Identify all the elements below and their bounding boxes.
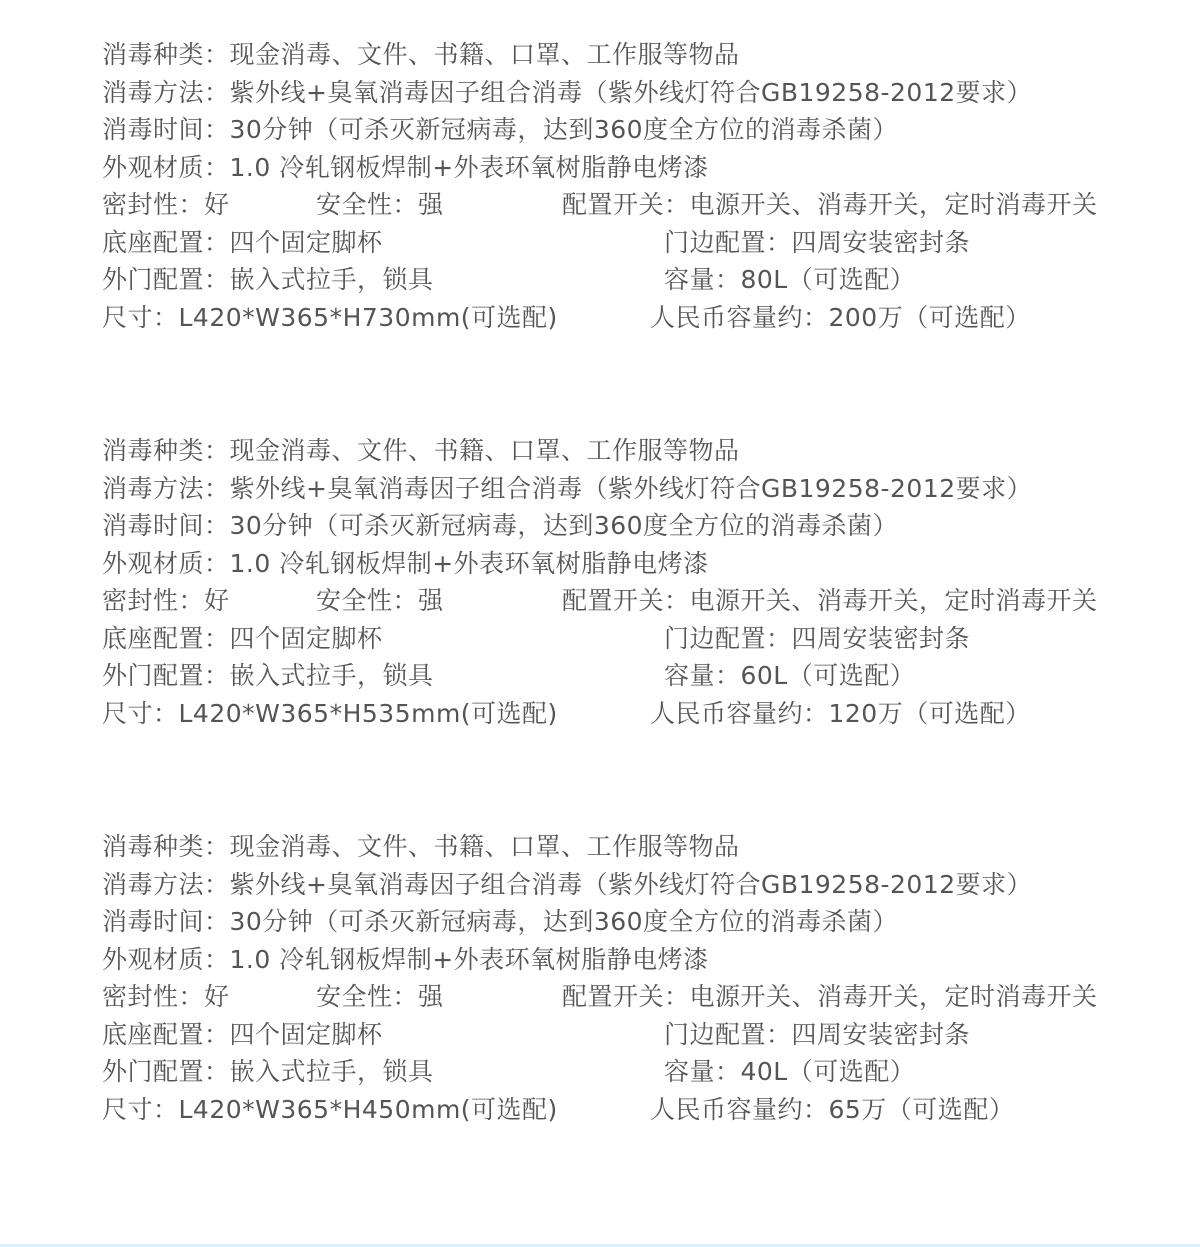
disinfection-type-line [102, 828, 1142, 866]
disinfection-method: 消毒方法：紫外线+臭氧消毒因子组合消毒（紫外线灯符合GB19258-2012要求） [102, 77, 1033, 107]
capacity-spec: 容量：60L（可选配） [664, 661, 916, 690]
outer-door-config: 外门配置：嵌入式拉手，锁具 [102, 265, 434, 294]
disinfection-type: 消毒种类：现金消毒、文件、书籍、口罩、工作服等物品 [102, 436, 740, 465]
sealing-spec: 密封性：好 [102, 190, 230, 219]
door-capacity-line [102, 1053, 1142, 1091]
door-capacity-line [102, 261, 1142, 299]
size-rmb-line [102, 1091, 1142, 1129]
safety-spec: 安全性：强 [316, 586, 444, 615]
disinfection-method: 消毒方法：紫外线+臭氧消毒因子组合消毒（紫外线灯符合GB19258-2012要求） [102, 869, 1033, 899]
disinfection-method-line [102, 470, 1142, 508]
base-config: 底座配置：四个固定脚杯 [102, 227, 383, 257]
capacity-spec: 容量：80L（可选配） [664, 265, 916, 294]
disinfection-type-line [102, 36, 1142, 74]
material-line [102, 149, 1142, 187]
disinfection-type: 消毒种类：现金消毒、文件、书籍、口罩、工作服等物品 [102, 832, 740, 861]
sealing-spec: 密封性：好 [102, 586, 230, 615]
switch-config: 配置开关：电源开关、消毒开关，定时消毒开关 [562, 586, 1098, 615]
spec-block-80l [102, 36, 1142, 336]
disinfection-time-line [102, 111, 1142, 149]
size-spec: 尺寸：L420*W365*H730mm(可选配) [102, 302, 558, 332]
size-rmb-line [102, 299, 1142, 337]
size-spec: 尺寸：L420*W365*H535mm(可选配) [102, 698, 558, 728]
rmb-capacity-spec: 人民币容量约：120万（可选配） [650, 698, 1031, 728]
base-door-edge-line [102, 620, 1142, 658]
sealing-safety-switch-line [102, 978, 1142, 1016]
disinfection-method-line [102, 74, 1142, 112]
outer-door-config: 外门配置：嵌入式拉手，锁具 [102, 661, 434, 690]
base-config: 底座配置：四个固定脚杯 [102, 1019, 383, 1049]
disinfection-type-line [102, 432, 1142, 470]
safety-spec: 安全性：强 [316, 190, 444, 219]
base-config: 底座配置：四个固定脚杯 [102, 623, 383, 653]
switch-config: 配置开关：电源开关、消毒开关，定时消毒开关 [562, 190, 1098, 219]
size-spec: 尺寸：L420*W365*H450mm(可选配) [102, 1094, 558, 1124]
material-line [102, 941, 1142, 979]
exterior-material: 外观材质：1.0 冷轧钢板焊制+外表环氧树脂静电烤漆 [102, 152, 709, 182]
sealing-safety-switch-line [102, 186, 1142, 224]
disinfection-time-line [102, 903, 1142, 941]
spec-block-60l [102, 432, 1142, 732]
safety-spec: 安全性：强 [316, 982, 444, 1011]
base-door-edge-line [102, 224, 1142, 262]
exterior-material: 外观材质：1.0 冷轧钢板焊制+外表环氧树脂静电烤漆 [102, 548, 709, 578]
disinfection-time-line [102, 507, 1142, 545]
base-door-edge-line [102, 1016, 1142, 1054]
rmb-capacity-spec: 人民币容量约：200万（可选配） [650, 302, 1031, 332]
size-rmb-line [102, 695, 1142, 733]
switch-config: 配置开关：电源开关、消毒开关，定时消毒开关 [562, 982, 1098, 1011]
door-edge-config: 门边配置：四周安装密封条 [664, 623, 971, 653]
door-capacity-line [102, 657, 1142, 695]
material-line [102, 545, 1142, 583]
disinfection-time: 消毒时间：30分钟（可杀灭新冠病毒，达到360度全方位的消毒杀菌） [102, 907, 899, 936]
door-edge-config: 门边配置：四周安装密封条 [664, 1019, 971, 1049]
disinfection-method: 消毒方法：紫外线+臭氧消毒因子组合消毒（紫外线灯符合GB19258-2012要求） [102, 473, 1033, 503]
capacity-spec: 容量：40L（可选配） [664, 1057, 916, 1086]
exterior-material: 外观材质：1.0 冷轧钢板焊制+外表环氧树脂静电烤漆 [102, 944, 709, 974]
door-edge-config: 门边配置：四周安装密封条 [664, 227, 971, 257]
disinfection-time: 消毒时间：30分钟（可杀灭新冠病毒，达到360度全方位的消毒杀菌） [102, 115, 899, 144]
spec-block-40l [102, 828, 1142, 1128]
sealing-spec: 密封性：好 [102, 982, 230, 1011]
outer-door-config: 外门配置：嵌入式拉手，锁具 [102, 1057, 434, 1086]
disinfection-type: 消毒种类：现金消毒、文件、书籍、口罩、工作服等物品 [102, 40, 740, 69]
disinfection-method-line [102, 866, 1142, 904]
sealing-safety-switch-line [102, 582, 1142, 620]
disinfection-time: 消毒时间：30分钟（可杀灭新冠病毒，达到360度全方位的消毒杀菌） [102, 511, 899, 540]
rmb-capacity-spec: 人民币容量约：65万（可选配） [650, 1094, 1015, 1124]
